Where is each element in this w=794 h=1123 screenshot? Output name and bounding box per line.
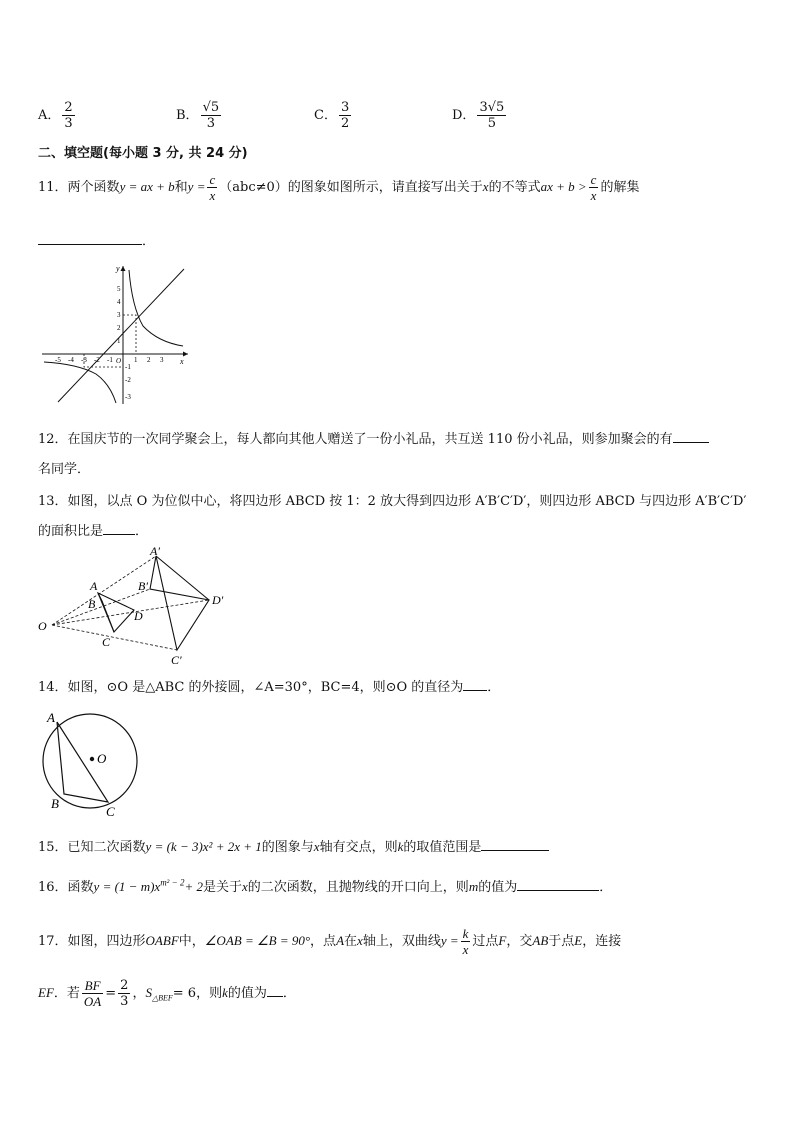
y-tick: -2	[125, 376, 131, 384]
q10-options	[38, 90, 558, 130]
section-heading: 二、填空题(每小题 3 分, 共 24 分)	[38, 146, 248, 161]
x-axis-label: x	[180, 357, 184, 366]
y-tick: 5	[117, 285, 121, 293]
label-D-prime: D′	[212, 593, 224, 607]
question-14: 14．如图，⊙O 是△ABC 的外接圆，∠A=30°，BC=4，则⊙O 的直径为 ．	[38, 680, 501, 695]
label-B: B	[88, 597, 96, 611]
question-13: 13．如图，以点 O 为位似中心，将四边形 ABCD 按 1：2 放大得到四边形 A′B′C′D′，则四边形 ABCD 与四边形 A′B′C′D′	[38, 494, 747, 509]
x-tick: 2	[147, 356, 151, 364]
label-C: C	[106, 804, 115, 819]
question-17-line2: EF．若 $\frac{BF}{OA}$ = $\frac{2}{3}$ ，$S_{\triangle BEF}= 6$，则k的值为 ．	[38, 978, 296, 1009]
x-tick: 3	[160, 356, 164, 364]
option-b	[176, 100, 223, 131]
q11-function-graph	[38, 262, 194, 408]
center-point	[90, 757, 94, 761]
label-O: O	[38, 619, 47, 633]
x-axis-arrow	[183, 352, 188, 357]
x-tick: 1	[134, 356, 138, 364]
x-tick: -5	[55, 356, 61, 364]
label-B-prime: B′	[138, 579, 148, 593]
q13-similarity-figure	[34, 544, 244, 668]
option-c-fraction: $\frac{3}{2}$	[340, 100, 350, 131]
y-axis-label: y	[116, 264, 120, 273]
x-tick: -4	[68, 356, 74, 364]
question-16: 16．函数$y = (1 - m)x^{m^2 - 2}+ 2$是关于x的二次函数，且抛物线的开口向上，则m的值为 ．	[38, 877, 613, 895]
option-a	[38, 100, 77, 131]
question-12: 12．在国庆节的一次同学聚会上，每人都向其他人赠送了一份小礼品，共互送 110 份小礼品，则参加聚会的有	[38, 428, 709, 447]
hyperbola-branch-1	[129, 270, 183, 346]
label-A: A	[47, 710, 55, 725]
option-b-fraction: $\frac{√5}{3}$	[202, 100, 220, 131]
hyperbola-branch-2	[44, 362, 116, 403]
question-11: 11．两个函数y = ax + b和y = $\frac{c}{x}$ （abc≠0）的图象如图所示，请直接写出关于x的不等式ax + b > $\frac{c}{x}$ 的解集	[38, 172, 640, 203]
label-O: O	[97, 751, 107, 766]
y-axis-arrow	[121, 266, 126, 271]
label-C: C	[102, 635, 111, 649]
y-tick: -1	[125, 363, 131, 371]
line-graph	[58, 269, 184, 402]
x-tick: -1	[107, 356, 113, 364]
question-13-line2: 的面积比是 ．	[38, 524, 149, 539]
ray-OD	[52, 600, 209, 625]
guide-dashed-1	[123, 315, 136, 354]
x-tick: -2	[94, 356, 100, 364]
option-d	[452, 100, 508, 131]
y-tick: 3	[117, 311, 121, 319]
y-tick: 1	[117, 337, 121, 345]
label-A: A	[90, 579, 98, 593]
q11-answer-line: ．	[38, 230, 155, 249]
x-tick: -3	[81, 356, 87, 364]
label-B: B	[51, 796, 59, 811]
y-tick: -3	[125, 393, 131, 401]
q14-circle-figure	[38, 706, 148, 822]
option-c	[314, 100, 353, 131]
label-D: D	[134, 609, 143, 623]
option-c-label: C．	[314, 108, 337, 123]
question-12-line2: 名同学．	[38, 462, 91, 477]
option-a-label: A．	[38, 108, 61, 123]
y-tick: 4	[117, 298, 121, 306]
option-d-fraction: $\frac{3√5}{5}$	[479, 100, 505, 131]
label-A-prime: A′	[150, 544, 160, 558]
question-17: 17．如图，四边形OABF中，∠OAB = ∠B = 90°，点A在x轴上，双曲线y = $\frac{k}{x}$ 过点F，交AB于点E，连接	[38, 926, 622, 957]
question-15: 15．已知二次函数y = (k − 3)x² + 2x + 1的图象与x轴有交点，则k的取值范围是	[38, 836, 549, 855]
option-b-label: B．	[176, 108, 199, 123]
ray-OC	[52, 625, 177, 650]
option-a-fraction: $\frac{2}{3}$	[64, 100, 73, 131]
quad-A2B2C2D2	[150, 556, 209, 650]
y-tick: 2	[117, 324, 121, 332]
label-C-prime: C′	[171, 653, 182, 667]
option-d-label: D．	[452, 108, 476, 123]
origin-label: O	[116, 357, 122, 365]
